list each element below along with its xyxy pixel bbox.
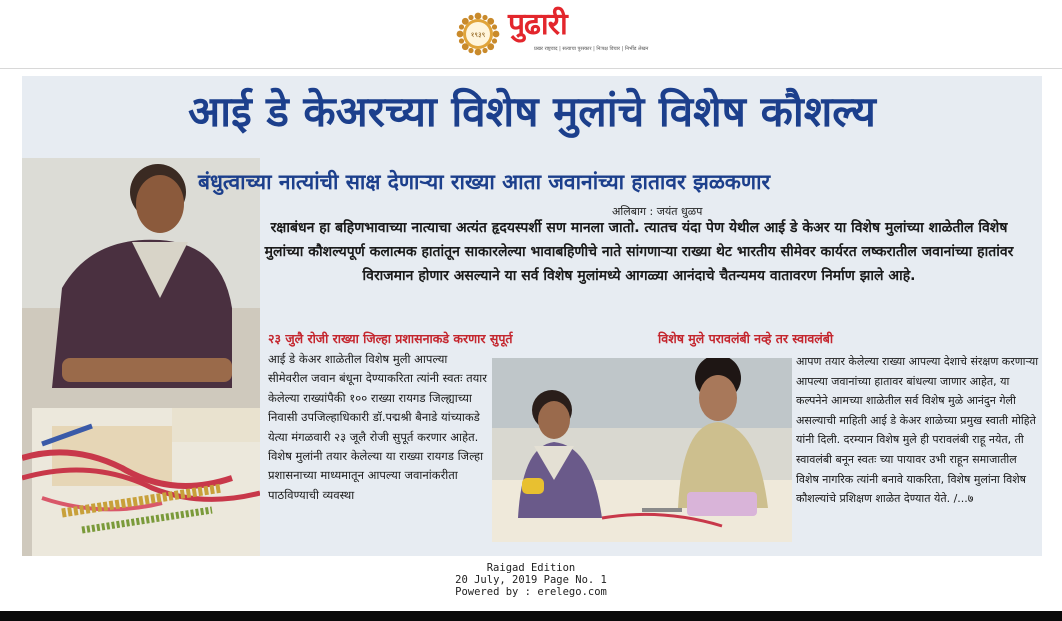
article-byline: अलिबाग : जयंत धुळप xyxy=(612,205,703,218)
news-clipping xyxy=(22,76,1042,556)
photo-boy-making-rakhi xyxy=(22,158,260,556)
section-body-self-reliant: आपण तयार केलेल्या राख्या आपल्या देशाचे संरक्षण करणाऱ्या आपल्या जवानांच्या हातावर बांधल्या जाणार आहेत, या कल्पनेने आमच्या शाळेतील सर्व विशेष मुळे आनंदुन गेली असल्याची माहिती आई डे केअर शाळेच्या प्रमुख स्वाती मोहिते यांनी दिली. दरम्यान विशेष मुले ही परावलंबी राहू नयेत, ती स्वावलंबी बनून स्वतः च्या पायावर उभी राहून समाजातील विशेष नागरिक त्यांनी बनावे याकरिता, विशेष मुलांना विशेष कौशल्यांचे प्रशिक्षण शाळेत देण्यात येते. /...७ xyxy=(796,355,1039,506)
seal-year: १९३९ xyxy=(470,31,486,39)
footer-edition: Raigad Edition xyxy=(486,562,576,574)
newspaper-seal-logo xyxy=(456,12,500,56)
article-headline: आई डे केअरच्या विशेष मुलांचे विशेष कौशल्य xyxy=(188,87,876,136)
section-body-rakhi-handover: आई डे केअर शाळेतील विशेष मुली आपल्या सीमेवरील जवान बंधूना देण्याकरिता त्यांनी स्वतः तयार केलेल्या राख्यांपैकी १०० राख्या रायगड जिल्ह्याच्या निवासी उपजिल्हाधिकारी डॉ.पद्मश्री बैनाडे यांच्याकडे येत्या मंगळवारी २३ जूलै रोजी सुपूर्त करणार आहेत. विशेष मुलांनी तयार केलेल्या या राख्या रायगड जिल्हा प्रशासनाच्या माध्यमातून आपल्या जवानांकरीता पाठविण्याची व्यवस्था xyxy=(268,352,487,502)
footer-powered-by: Powered by : erelego.com xyxy=(455,586,607,598)
photo-girls-making-rakhi xyxy=(492,358,792,542)
newspaper-tagline: प्रखर राष्ट्रवाद | सत्याचा पुरस्कार | निःपक्ष विचार | निर्भीड लेखन xyxy=(534,46,649,52)
newspaper-name: पुढारी xyxy=(508,7,567,42)
section-heading-rakhi-handover: २३ जुलै रोजी राख्या जिल्हा प्रशासनाकडे करणार सुपूर्त xyxy=(268,331,513,346)
article-intro-paragraph: रक्षाबंधन हा बहिणभावाच्या नात्याचा अत्यंत हृदयस्पर्शी सण मानला जातो. त्यातच यंदा पेण येथील आई डे केअर या विशेष मुलांच्या शाळेतील विशेष मुलांच्या कौशल्यपूर्ण कलात्मक हातांतून साकारलेल्या भावाबहिणीचे नाते सांगणाऱ्या राख्या थेट भारतीय सीमेवर कार्यरत लष्करातील जवानांच्या हातांवर विराजमान होणार असल्याने या सर्व विशेष मुलांमध्ये आगळ्या आनंदाचे चैतन्यमय वातावरण निर्माण झाले आहे. xyxy=(264,220,1014,284)
masthead xyxy=(0,0,1062,69)
article-subheadline: बंधुत्वाच्या नात्यांची साक्ष देणाऱ्या राख्या आता जवानांच्या हातावर झळकणार xyxy=(198,170,771,194)
page-footer xyxy=(0,562,1062,598)
footer-date-page: 20 July, 2019 Page No. 1 xyxy=(455,574,607,586)
section-heading-self-reliant: विशेष मुले परावलंबी नव्हे तर स्वावलंबी xyxy=(658,331,834,346)
footer-bar xyxy=(0,611,1062,621)
